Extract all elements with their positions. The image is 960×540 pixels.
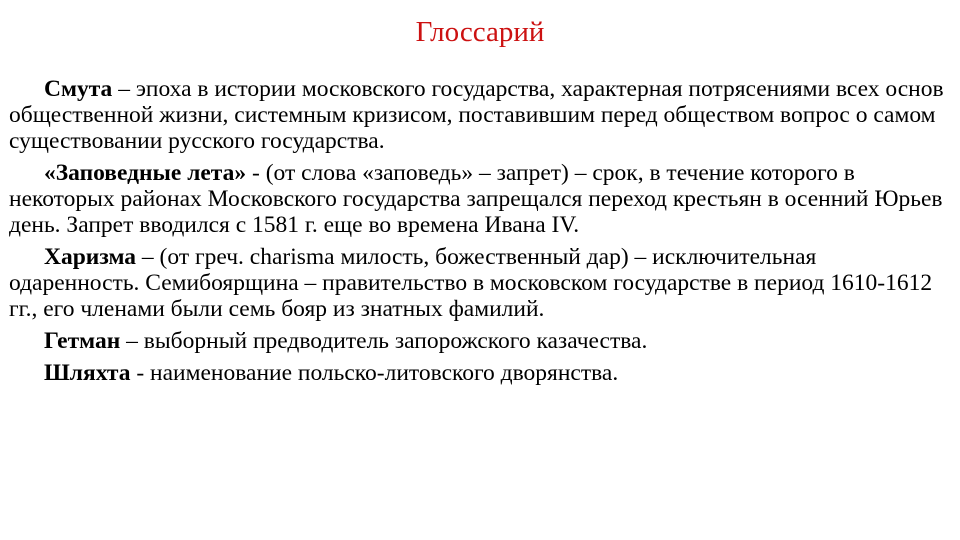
glossary-term: «Заповедные лета» <box>44 160 247 186</box>
glossary-entry-smuta <box>9 76 944 154</box>
glossary-entry-zapovednye-leta <box>9 160 944 238</box>
glossary-term: Харизма <box>44 244 137 270</box>
glossary-definition: - (от слова «заповедь» – запрет) – срок, в течение которого в некоторых районах Московского государства запрещался переход крестьян в осенний Юрьев день. Запрет вводился с 1581 г. еще во времена Ивана IV. <box>9 160 943 238</box>
glossary-definition: – (от греч. charisma милость, божественный дар) – исключительная одаренность. Семибоярщина – правительство в московском государстве в период 1610-1612 гг., его членами были семь бояр из знатных фамилий. <box>9 244 933 322</box>
glossary-term: Гетман <box>44 328 121 354</box>
glossary-definition: - наименование польско-литовского дворянства. <box>130 360 619 386</box>
glossary-term: Смута <box>44 76 113 102</box>
glossary-body <box>9 76 944 392</box>
glossary-definition: – выборный предводитель запорожского казачества. <box>120 328 648 354</box>
glossary-entry-shlyakhta <box>9 360 944 386</box>
glossary-definition: – эпоха в истории московского государства, характерная потрясениями всех основ общественной жизни, системным кризисом, поставившим перед обществом вопрос о самом существовании русского государства. <box>9 76 944 154</box>
glossary-term: Шляхта <box>44 360 131 386</box>
glossary-entry-getman <box>9 328 944 354</box>
slide-title: Глоссарий <box>415 16 545 48</box>
glossary-entry-kharizma <box>9 244 944 322</box>
